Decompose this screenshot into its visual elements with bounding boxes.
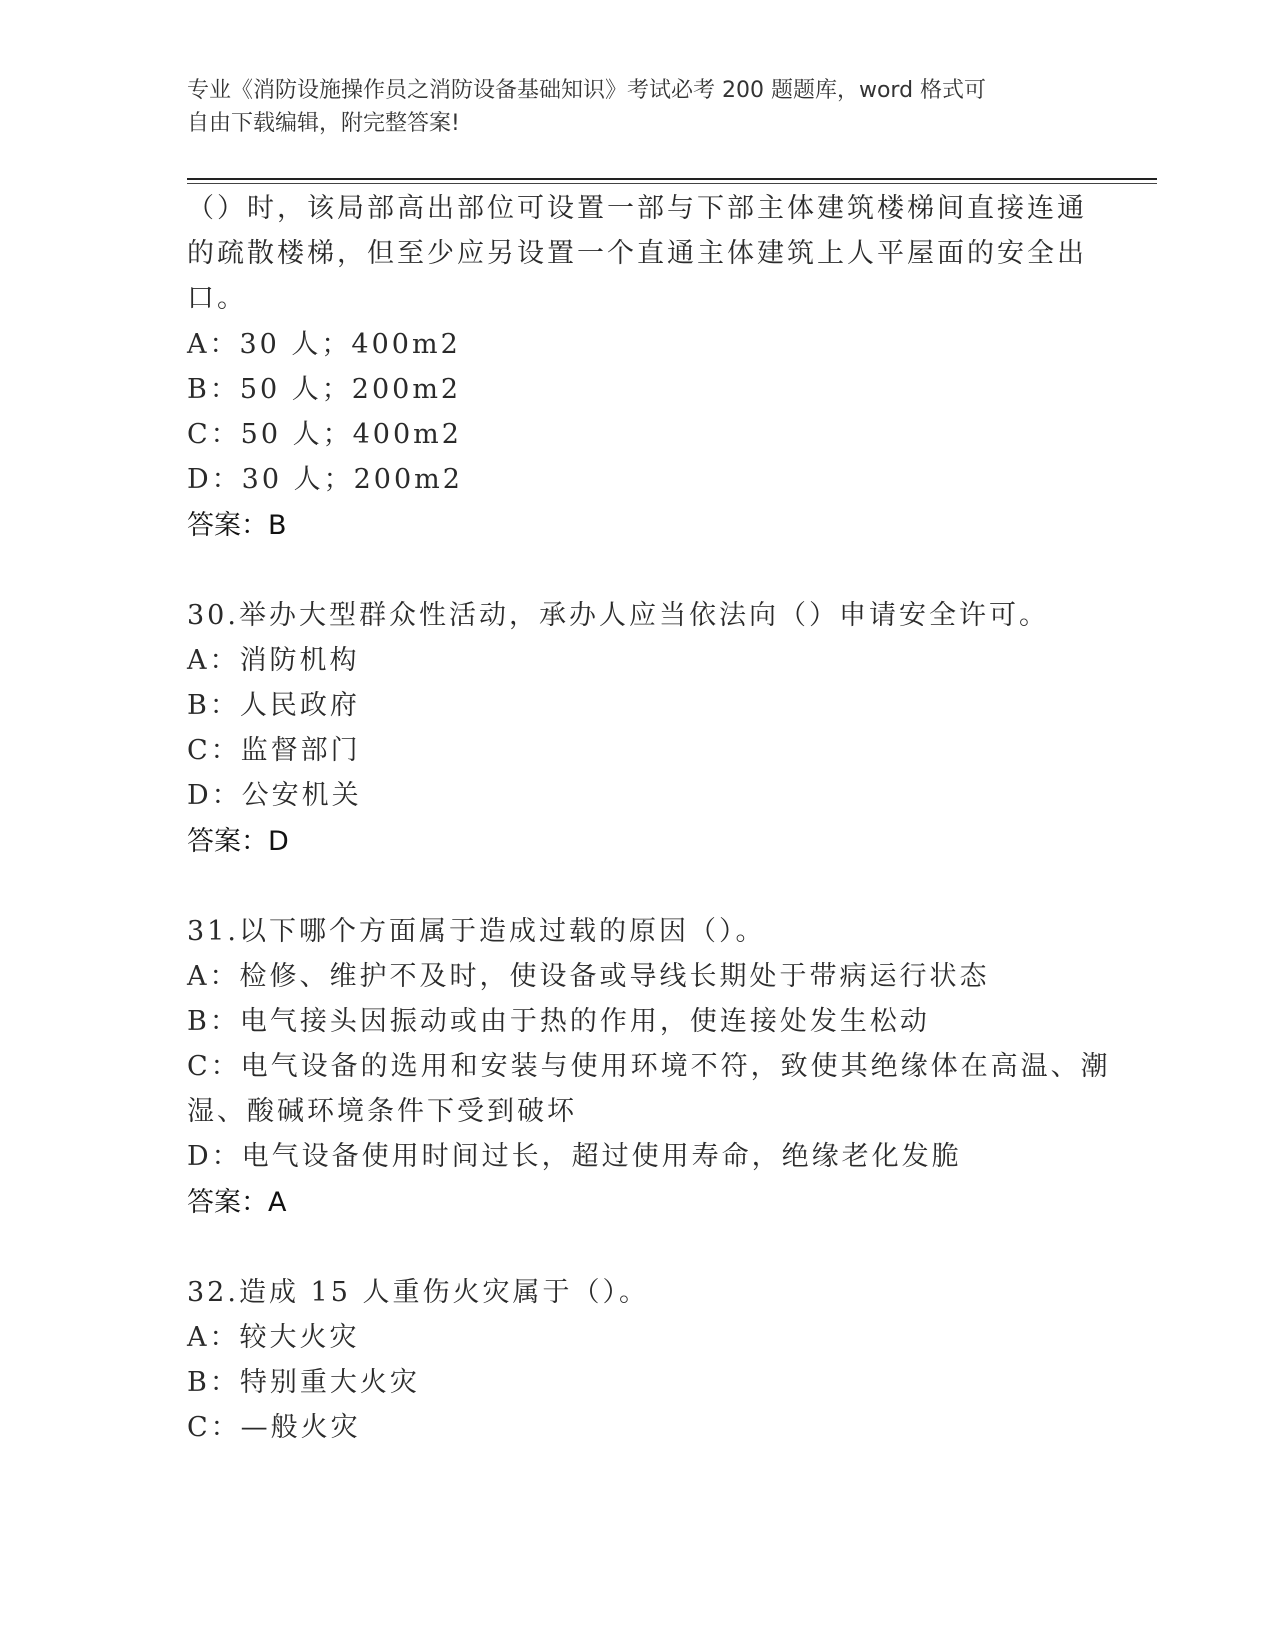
q30-answer: 答案：D [187, 826, 289, 857]
q31-option-d: D：电气设备使用时间过长，超过使用寿命，绝缘老化发脆 [187, 1141, 962, 1172]
q29-option-a: A：30 人；400m2 [187, 329, 461, 360]
q32-option-b: B：特别重大火灾 [187, 1367, 420, 1398]
q31-answer: 答案：A [187, 1187, 287, 1218]
q29-option-b: B：50 人；200m2 [187, 374, 462, 405]
q32-option-a: A：较大火灾 [187, 1322, 360, 1353]
q29-stem-line-1: （）时，该局部高出部位可设置一部与下部主体建筑楼梯间直接连通 [187, 193, 1087, 224]
q30-option-b: B：人民政府 [187, 690, 360, 721]
q30-option-d: D：公安机关 [187, 780, 362, 811]
q29-option-d: D：30 人；200m2 [187, 464, 463, 495]
header-line-2: 自由下载编辑，附完整答案! [187, 111, 460, 136]
q32-option-c: C：—般火灾 [187, 1412, 361, 1443]
q30-option-c: C：监督部门 [187, 735, 361, 766]
q29-stem-line-2: 的疏散楼梯，但至少应另设置一个直通主体建筑上人平屋面的安全出 [187, 238, 1087, 269]
q31-option-b: B：电气接头因振动或由于热的作用，使连接处发生松动 [187, 1006, 930, 1037]
q29-stem-line-3: 口。 [187, 283, 247, 314]
header-divider-thin [187, 183, 1157, 184]
q29-answer: 答案：B [187, 510, 287, 541]
q31-option-a: A：检修、维护不及时，使设备或导线长期处于带病运行状态 [187, 961, 990, 992]
q29-option-c: C：50 人；400m2 [187, 419, 462, 450]
q30-stem: 30.举办大型群众性活动，承办人应当依法向（）申请安全许可。 [187, 600, 1049, 631]
header-line-1: 专业《消防设施操作员之消防设备基础知识》考试必考 200 题题库，word 格式可 [187, 78, 987, 103]
q31-stem: 31.以下哪个方面属于造成过载的原因（）。 [187, 916, 766, 947]
q32-stem: 32.造成 15 人重伤火灾属于（）。 [187, 1277, 649, 1308]
q31-option-c-line-2: 湿、酸碱环境条件下受到破坏 [187, 1096, 577, 1127]
header-divider-thick [187, 178, 1157, 180]
document-header [187, 74, 1067, 140]
q30-option-a: A：消防机构 [187, 645, 360, 676]
q31-option-c-line-1: C：电气设备的选用和安装与使用环境不符，致使其绝缘体在高温、潮 [187, 1051, 1111, 1082]
